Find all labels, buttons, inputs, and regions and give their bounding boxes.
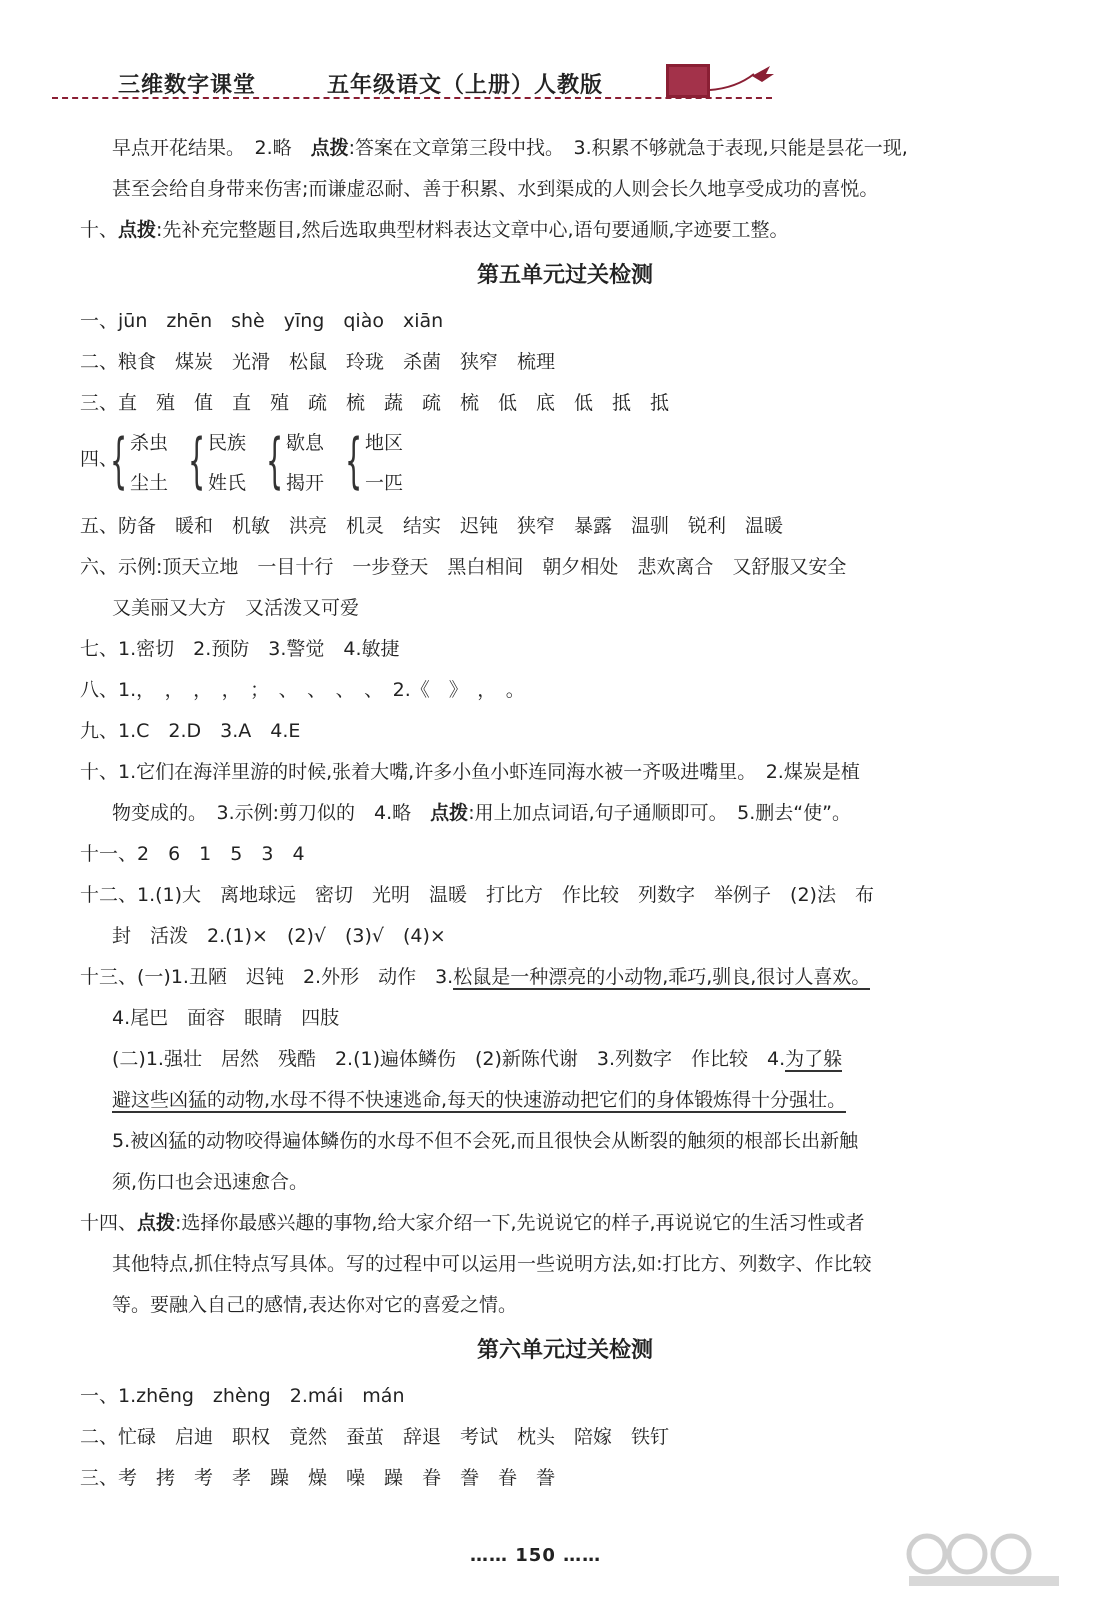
answer-line: 又美丽又大方 又活泼又可爱 bbox=[112, 597, 360, 619]
answer-line: 须,伤口也会迅速愈合。 bbox=[112, 1171, 309, 1193]
hint-label: 点拨 bbox=[137, 1212, 176, 1234]
answer-line: 早点开花结果。 2.略 点拨:答案在文章第三段中找。 3.积累不够就急于表现,只能是昙花一现, bbox=[112, 137, 908, 159]
underlined-answer: 为了躲 bbox=[785, 1048, 843, 1070]
answer-line: 十、1.它们在海洋里游的时候,张着大嘴,许多小鱼小虾连同海水被一齐吸进嘴里。 2.煤炭是植 bbox=[80, 761, 860, 783]
answer-line: 等。要融入自己的感情,表达你对它的喜爱之情。 bbox=[112, 1294, 518, 1316]
answer-line: 五、防备 暖和 机敏 洪亮 机灵 结实 迟钝 狭窄 暴露 温驯 锐利 温暖 bbox=[80, 515, 784, 537]
answer-line bbox=[80, 1080, 1050, 1121]
answer-line: 十四、点拨:选择你最感兴趣的事物,给大家介绍一下,先说说它的样子,再说说它的生活习性或者 bbox=[80, 1212, 865, 1234]
page-number: …… 150 …… bbox=[470, 1545, 602, 1566]
series-title: 三维数字课堂 bbox=[118, 73, 257, 98]
underlined-answer: 松鼠是一种漂亮的小动物,乖巧,驯良,很讨人喜欢。 bbox=[453, 966, 871, 988]
answer-line: 九、1.C 2.D 3.A 4.E bbox=[80, 720, 301, 742]
answer-content bbox=[80, 128, 1050, 1499]
brace-pair: { 民族 姓氏 bbox=[188, 426, 247, 496]
watermark-logo bbox=[905, 1532, 1065, 1590]
book-title: 五年级语文（上册）人教版 bbox=[327, 73, 604, 98]
brace-pair: { 歇息 揭开 bbox=[266, 426, 325, 496]
answer-line: 4.尾巴 面容 眼睛 四肢 bbox=[112, 1007, 340, 1029]
answer-line: 十三、(一)1.丑陋 迟钝 2.外形 动作 3.松鼠是一种漂亮的小动物,乖巧,驯良,很讨人喜欢。 bbox=[80, 966, 871, 988]
answer-line: 十二、1.(1)大 离地球远 密切 光明 温暖 打比方 作比较 列数字 举例子 (2)法 布 bbox=[80, 884, 874, 906]
answer-line: 封 活泼 2.(1)× (2)√ (3)√ (4)× bbox=[112, 925, 446, 947]
answer-line: 其他特点,抓住特点写具体。写的过程中可以运用一些说明方法,如:打比方、列数字、作比较 bbox=[112, 1253, 872, 1275]
brace-group-row: 四、 { 杀虫 尘土 { 民族 姓氏 { 歇息 揭开 { 地区 一匹 bbox=[80, 424, 1050, 506]
answer-line: 六、示例:顶天立地 一目十行 一步登天 黑白相间 朝夕相处 悲欢离合 又舒服又安全 bbox=[80, 556, 847, 578]
answer-line: 一、1.zhēng zhèng 2.mái mán bbox=[80, 1385, 405, 1407]
answer-line: 甚至会给自身带来伤害;而谦虚忍耐、善于积累、水到渠成的人则会长久地享受成功的喜悦。 bbox=[112, 178, 879, 200]
header-divider bbox=[52, 97, 772, 99]
hint-label: 点拨 bbox=[118, 219, 157, 241]
answer-line: 物变成的。 3.示例:剪刀似的 4.略 点拨:用上加点词语,句子通顺即可。 5.删去“使”。 bbox=[112, 802, 851, 824]
answer-line: 5.被凶猛的动物咬得遍体鳞伤的水母不但不会死,而且很快会从断裂的触须的根部长出新触 bbox=[112, 1130, 859, 1152]
hint-label: 点拨 bbox=[310, 137, 349, 159]
hint-label: 点拨 bbox=[430, 802, 469, 824]
answer-line: 二、忙碌 启迪 职权 竟然 蚕茧 辞退 考试 枕头 陪嫁 铁钉 bbox=[80, 1426, 670, 1448]
underlined-answer: 避这些凶猛的动物,水母不得不快速逃命,每天的快速游动把它们的身体锻炼得十分强壮。 bbox=[112, 1089, 847, 1111]
answer-line: 三、直 殖 值 直 殖 疏 梳 蔬 疏 梳 低 底 低 抵 抵 bbox=[80, 392, 670, 414]
answer-line: 二、粮食 煤炭 光滑 松鼠 玲珑 杀菌 狭窄 梳理 bbox=[80, 351, 556, 373]
answer-line: 十一、2 6 1 5 3 4 bbox=[80, 843, 305, 865]
answer-line: 八、1.， ， ， ， ； 、 、 、 、 2.《 》 ， 。 bbox=[80, 679, 525, 701]
rocket-screen-icon bbox=[666, 60, 781, 102]
section-title-unit6: 第六单元过关检测 bbox=[476, 1338, 653, 1363]
page-header bbox=[0, 0, 1095, 105]
answer-line: 七、1.密切 2.预防 3.警觉 4.敏捷 bbox=[80, 638, 400, 660]
answer-line: 十、点拨:先补充完整题目,然后选取典型材料表达文章中心,语句要通顺,字迹要工整。 bbox=[80, 219, 789, 241]
answer-line: 一、jūn zhēn shè yīng qiào xiān bbox=[80, 310, 444, 332]
brace-pair: { 地区 一匹 bbox=[345, 426, 404, 496]
section-title-unit5: 第五单元过关检测 bbox=[476, 263, 653, 288]
answer-line: 三、考 拷 考 孝 躁 燥 噪 躁 眷 誊 眷 誊 bbox=[80, 1467, 556, 1489]
brace-pair: { 杀虫 尘土 bbox=[110, 426, 169, 496]
answer-line: (二)1.强壮 居然 残酷 2.(1)遍体鳞伤 (2)新陈代谢 3.列数字 作比较 4.为了躲 bbox=[112, 1048, 843, 1070]
